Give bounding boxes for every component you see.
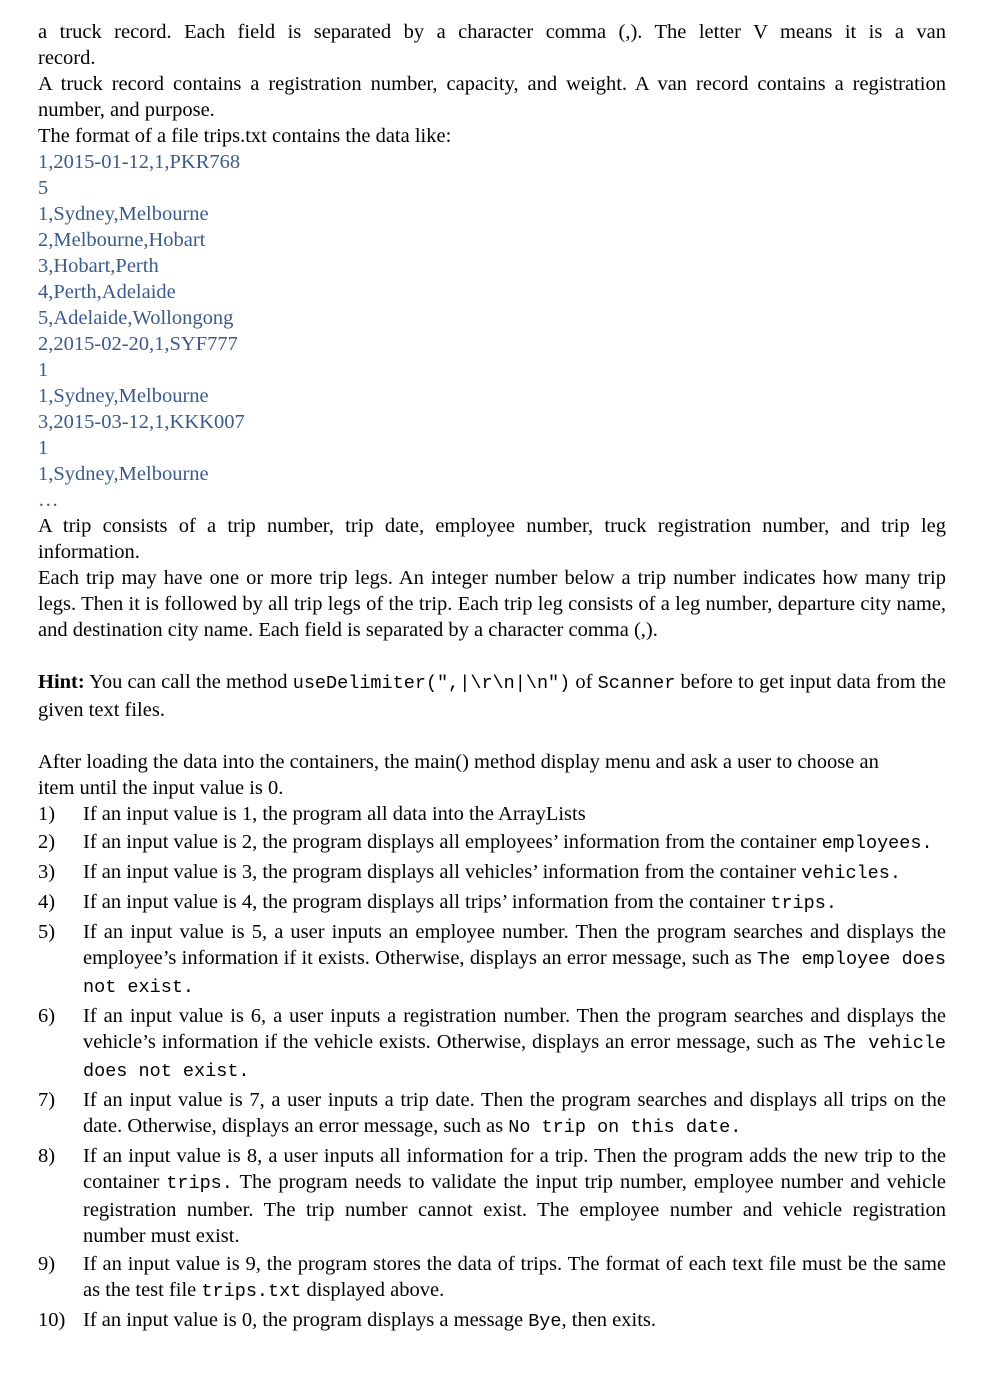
menu-item-text-part: If an input value is 4, the program displays all trips’ information from the container bbox=[83, 891, 771, 913]
menu-item-code: trips.txt bbox=[201, 1281, 302, 1302]
menu-item-code: trips. bbox=[166, 1173, 233, 1194]
after-loading-paragraph: After loading the data into the containers, the main() method display menu and ask a user to choose an item until the input value is 0. bbox=[38, 751, 879, 799]
trips-data-line: 2,Melbourne,Hobart bbox=[38, 229, 206, 251]
menu-item bbox=[38, 1143, 946, 1249]
intro-line-1: a truck record. Each field is separated by a character comma (,). The letter V means it is a van bbox=[38, 21, 946, 43]
menu-item-text bbox=[83, 1087, 946, 1141]
format-paragraph: The format of a file trips.txt contains the data like: bbox=[38, 125, 452, 147]
menu-item-text-part: If an input value is 6, a user inputs a registration number. Then the program searches and displays the vehicle’s information if the vehicle exists. Otherwise, displays an error message, such as bbox=[83, 1005, 946, 1053]
menu-item-text bbox=[83, 1251, 946, 1305]
menu-item bbox=[38, 1003, 946, 1085]
trips-data-line: 4,Perth,Adelaide bbox=[38, 281, 176, 303]
menu-item-number: 1) bbox=[38, 803, 56, 825]
menu-item bbox=[38, 859, 946, 887]
menu-item-text-part: If an input value is 1, the program all data into the ArrayLists bbox=[83, 803, 586, 825]
menu-item bbox=[38, 1251, 946, 1305]
hint-label: Hint: bbox=[38, 671, 85, 693]
menu-item bbox=[38, 1087, 946, 1141]
menu-item-code: The vehicle does not exist. bbox=[83, 1033, 947, 1082]
menu-item-code: The employee does not exist. bbox=[83, 949, 947, 998]
trips-data-line: 1 bbox=[38, 359, 49, 381]
hint-text-1: You can call the method bbox=[84, 671, 293, 693]
trip-description: A trip consists of a trip number, trip date, employee number, truck registration number, and trip leg information. bbox=[38, 515, 946, 563]
menu-item-number: 5) bbox=[38, 921, 56, 943]
menu-item-code: Bye bbox=[528, 1311, 562, 1332]
trips-data-line: 3,Hobart,Perth bbox=[38, 255, 159, 277]
menu-item-code: vehicles. bbox=[801, 863, 901, 884]
hint-code-scanner: Scanner bbox=[597, 673, 676, 694]
data-ellipsis: … bbox=[38, 489, 59, 511]
menu-item-text-part: The program needs to validate the input trip number, employee number and vehicle registration number. The trip number cannot exist. The employee number and vehicle registration number must exist. bbox=[83, 1171, 946, 1247]
trips-data-line: 5 bbox=[38, 177, 49, 199]
menu-item-number: 10) bbox=[38, 1309, 66, 1331]
truck-van-paragraph: A truck record contains a registration number, capacity, and weight. A van record contains a registration number, and purpose. bbox=[38, 73, 946, 121]
menu-item-text-part: If an input value is 2, the program displays all employees’ information from the container bbox=[83, 831, 822, 853]
trips-data-block bbox=[38, 149, 946, 487]
menu-item-text bbox=[83, 889, 946, 917]
menu-item-text-part: displayed above. bbox=[301, 1279, 445, 1301]
menu-item bbox=[38, 1307, 946, 1335]
menu-item-text bbox=[83, 1307, 946, 1335]
menu-item-text-part: If an input value is 0, the program displays a message bbox=[83, 1309, 529, 1331]
menu-item-number: 6) bbox=[38, 1005, 56, 1027]
menu-item-text-part: If an input value is 3, the program displays all vehicles’ information from the container bbox=[83, 861, 802, 883]
trips-data-line: 1,Sydney,Melbourne bbox=[38, 203, 209, 225]
menu-item-text-part: If an input value is 9, the program stores the data of trips. The format of each text file must be the same as the test file bbox=[83, 1253, 946, 1301]
menu-item-code: trips. bbox=[770, 893, 837, 914]
trip-legs-description: Each trip may have one or more trip legs. An integer number below a trip number indicates how many trip legs. Then it is followed by all trip legs of the trip. Each trip leg consists of a leg number, departure city name, and destination city name. Each field is separated by a character comma (,). bbox=[38, 567, 946, 641]
menu-item bbox=[38, 829, 946, 857]
hint-paragraph bbox=[38, 669, 946, 723]
menu-item-text bbox=[83, 1143, 946, 1249]
menu-item-code: No trip on this date. bbox=[508, 1117, 742, 1138]
trips-data-line: 5,Adelaide,Wollongong bbox=[38, 307, 234, 329]
trips-data-line: 3,2015-03-12,1,KKK007 bbox=[38, 411, 245, 433]
menu-item-text-part: If an input value is 7, a user inputs a trip date. Then the program searches and displays all trips on the date. Otherwise, displays an error message, such as bbox=[83, 1089, 946, 1137]
menu-list bbox=[38, 801, 946, 1335]
trips-data-line: 1,2015-01-12,1,PKR768 bbox=[38, 151, 241, 173]
trips-data-line: 1,Sydney,Melbourne bbox=[38, 463, 209, 485]
menu-item-text bbox=[83, 859, 946, 887]
menu-item-text bbox=[83, 801, 946, 827]
menu-item-text bbox=[83, 1003, 946, 1085]
hint-text-3: before to get input data from the given text files. bbox=[38, 671, 946, 721]
menu-item-number: 7) bbox=[38, 1089, 56, 1111]
menu-item bbox=[38, 889, 946, 917]
menu-item-number: 3) bbox=[38, 861, 56, 883]
trips-data-line: 1 bbox=[38, 437, 49, 459]
menu-item-number: 9) bbox=[38, 1253, 56, 1275]
menu-item-text bbox=[83, 919, 946, 1001]
menu-item-text-part: If an input value is 5, a user inputs an employee number. Then the program searches and displays the employee’s information if it exists. Otherwise, displays an error message, such as bbox=[83, 921, 946, 969]
hint-code-delimiter: useDelimiter(",|\r\n|\n") bbox=[292, 673, 571, 694]
menu-item-number: 2) bbox=[38, 831, 56, 853]
menu-item-number: 8) bbox=[38, 1145, 56, 1167]
trips-data-line: 2,2015-02-20,1,SYF777 bbox=[38, 333, 238, 355]
menu-item-text-part: If an input value is 8, a user inputs all information for a trip. Then the program adds the new trip to the container bbox=[83, 1145, 946, 1193]
menu-item-code: employees. bbox=[821, 833, 933, 854]
menu-item bbox=[38, 801, 946, 827]
menu-item-text-part: , then exits. bbox=[561, 1309, 657, 1331]
menu-item-number: 4) bbox=[38, 891, 56, 913]
hint-text-2: of bbox=[570, 671, 598, 693]
intro-line-2: record. bbox=[38, 47, 96, 69]
trips-data-line: 1,Sydney,Melbourne bbox=[38, 385, 209, 407]
menu-item-text bbox=[83, 829, 946, 857]
menu-item bbox=[38, 919, 946, 1001]
